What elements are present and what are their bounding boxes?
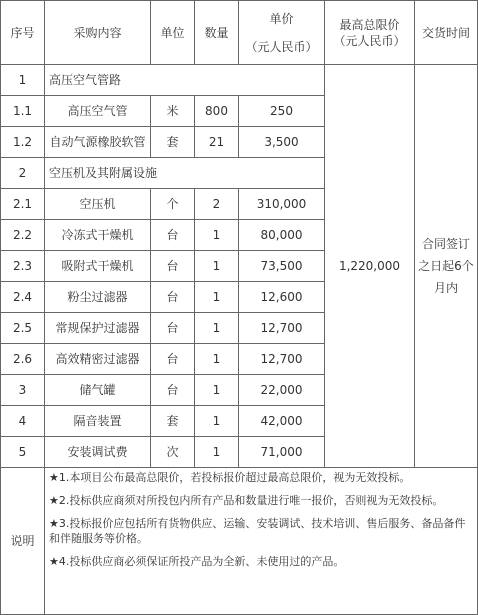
note-item: ★2.投标供应商须对所投包内所有产品和数量进行唯一报价，否则视为无效投标。 (49, 494, 444, 507)
row-price: 310,000 (239, 189, 325, 220)
row-qty: 800 (195, 96, 239, 127)
row-qty: 1 (195, 437, 239, 468)
row-unit: 套 (151, 406, 195, 437)
header-seq: 序号 (1, 1, 45, 65)
row-seq: 2.1 (1, 189, 45, 220)
row-seq: 2.3 (1, 251, 45, 282)
header-price (239, 1, 325, 65)
row-price: 250 (239, 96, 325, 127)
notes-label: 说明 (1, 468, 45, 615)
row-seq: 3 (1, 375, 45, 406)
row-price: 80,000 (239, 220, 325, 251)
header-max (325, 1, 415, 65)
row-price: 73,500 (239, 251, 325, 282)
row-qty: 1 (195, 375, 239, 406)
header-qty: 数量 (195, 1, 239, 65)
note-item: ★3.投标报价应包括所有货物供应、运输、安装调试、技术培训、售后服务、备品备件和伴随服务等价格。 (49, 517, 466, 545)
delivery-time-cell: 合同签订之日起6个月内 (415, 65, 478, 468)
row-qty: 1 (195, 344, 239, 375)
row-price: 22,000 (239, 375, 325, 406)
row-content: 粉尘过滤器 (45, 282, 151, 313)
row-price: 12,700 (239, 313, 325, 344)
row-section-title: 高压空气管路 (45, 65, 325, 96)
note-item: ★4.投标供应商必须保证所投产品为全新、未使用过的产品。 (49, 555, 345, 568)
row-unit: 米 (151, 96, 195, 127)
row-unit: 台 (151, 313, 195, 344)
row-content: 吸附式干燥机 (45, 251, 151, 282)
row-price: 42,000 (239, 406, 325, 437)
header-price-label: 单价 (269, 11, 294, 26)
header-price-unit: （元人民币） (245, 39, 318, 54)
row-seq: 2 (1, 158, 45, 189)
note-item: ★1.本项目公布最高总限价，若投标报价超过最高总限价，视为无效投标。 (49, 471, 411, 484)
table-row (1, 65, 478, 96)
row-seq: 2.5 (1, 313, 45, 344)
row-seq: 4 (1, 406, 45, 437)
row-unit: 台 (151, 344, 195, 375)
header-content: 采购内容 (45, 1, 151, 65)
row-section-title: 空压机及其附属设施 (45, 158, 325, 189)
row-seq: 1.2 (1, 127, 45, 158)
row-unit: 台 (151, 282, 195, 313)
row-content: 冷冻式干燥机 (45, 220, 151, 251)
row-qty: 2 (195, 189, 239, 220)
header-row (1, 1, 478, 65)
row-content: 安装调试费 (45, 437, 151, 468)
row-content: 自动气源橡胶软管 (45, 127, 151, 158)
row-seq: 1 (1, 65, 45, 96)
row-seq: 2.6 (1, 344, 45, 375)
row-seq: 2.2 (1, 220, 45, 251)
row-price: 71,000 (239, 437, 325, 468)
row-unit: 台 (151, 251, 195, 282)
row-content: 储气罐 (45, 375, 151, 406)
row-price: 3,500 (239, 127, 325, 158)
row-qty: 21 (195, 127, 239, 158)
notes-cell (45, 468, 478, 615)
header-max-label: 最高总限价 (339, 17, 400, 32)
row-qty: 1 (195, 313, 239, 344)
row-price: 12,600 (239, 282, 325, 313)
header-max-unit: （元人民币） (333, 33, 406, 48)
row-content: 常规保护过滤器 (45, 313, 151, 344)
max-total-cell: 1,220,000 (325, 65, 415, 468)
row-seq: 1.1 (1, 96, 45, 127)
row-unit: 次 (151, 437, 195, 468)
notes-row (1, 468, 478, 615)
row-seq: 2.4 (1, 282, 45, 313)
row-price: 12,700 (239, 344, 325, 375)
row-content: 高效精密过滤器 (45, 344, 151, 375)
row-seq: 5 (1, 437, 45, 468)
header-delivery: 交货时间 (415, 1, 478, 65)
row-qty: 1 (195, 220, 239, 251)
row-content: 空压机 (45, 189, 151, 220)
header-unit: 单位 (151, 1, 195, 65)
row-content: 隔音装置 (45, 406, 151, 437)
row-qty: 1 (195, 406, 239, 437)
row-qty: 1 (195, 251, 239, 282)
row-qty: 1 (195, 282, 239, 313)
row-unit: 台 (151, 220, 195, 251)
row-unit: 个 (151, 189, 195, 220)
row-unit: 台 (151, 375, 195, 406)
row-unit: 套 (151, 127, 195, 158)
row-content: 高压空气管 (45, 96, 151, 127)
